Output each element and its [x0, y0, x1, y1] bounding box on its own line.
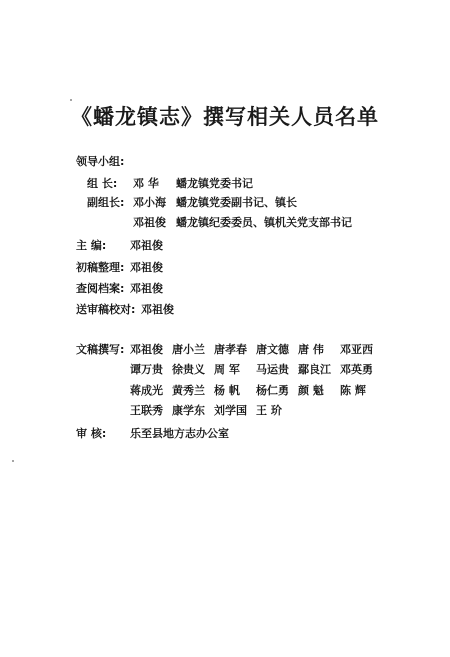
writer-name: 唐 伟: [298, 343, 324, 356]
proofread-label: 送审稿校对:: [76, 303, 136, 316]
leading-group-heading: 领导小组:: [76, 155, 125, 168]
writer-name: 邓英勇: [340, 363, 373, 376]
deputy-1-role: 蟠龙镇党委副书记、镇长: [176, 196, 297, 209]
archive-name: 邓祖俊: [130, 282, 163, 295]
writer-name: 刘学国: [214, 404, 247, 417]
deputy-label: 副组长:: [87, 196, 125, 209]
leader-label: 组 长:: [87, 177, 118, 190]
writer-name: 陈 辉: [340, 384, 366, 397]
writer-name: 康学东: [172, 404, 205, 417]
writer-name: 唐文德: [256, 343, 289, 356]
writer-name: 鄢良江: [298, 363, 331, 376]
writer-name: 杨仁勇: [256, 384, 289, 397]
page-title: 《蟠龙镇志》撰写相关人员名单: [71, 104, 379, 129]
editor-label: 主 编:: [76, 239, 107, 252]
writer-name: 颜 魁: [298, 384, 324, 397]
writer-name: 蒋成光: [130, 384, 163, 397]
deputy-2-name: 邓祖俊: [133, 216, 166, 229]
writer-name: 杨 帆: [214, 384, 240, 397]
writer-name: 唐小兰: [172, 343, 205, 356]
draft-label: 初稿整理:: [76, 261, 125, 274]
writer-name: 谭万贵: [130, 363, 163, 376]
writers-label: 文稿撰写:: [76, 343, 125, 356]
leader-name: 邓 华: [133, 177, 159, 190]
writer-name: 邓亚西: [340, 343, 373, 356]
writer-name: 徐贵义: [172, 363, 205, 376]
editor-name: 邓祖俊: [130, 239, 163, 252]
leader-role: 蟠龙镇党委书记: [176, 177, 253, 190]
review-label: 审 核:: [76, 427, 107, 440]
archive-label: 查阅档案:: [76, 282, 125, 295]
writer-name: 马运贵: [256, 363, 289, 376]
scan-speck: [70, 99, 72, 101]
proofread-name: 邓祖俊: [141, 303, 174, 316]
writer-name: 周 军: [214, 363, 240, 376]
scan-speck: [12, 460, 14, 462]
review-name: 乐至县地方志办公室: [130, 427, 229, 440]
draft-name: 邓祖俊: [130, 261, 163, 274]
writer-name: 王 玠: [256, 404, 282, 417]
deputy-2-role: 蟠龙镇纪委委员、镇机关党支部书记: [176, 216, 352, 229]
deputy-1-name: 邓小海: [133, 196, 166, 209]
writer-name: 唐孝春: [214, 343, 247, 356]
writer-name: 邓祖俊: [130, 343, 163, 356]
writer-name: 黄秀兰: [172, 384, 205, 397]
writer-name: 王联秀: [130, 404, 163, 417]
